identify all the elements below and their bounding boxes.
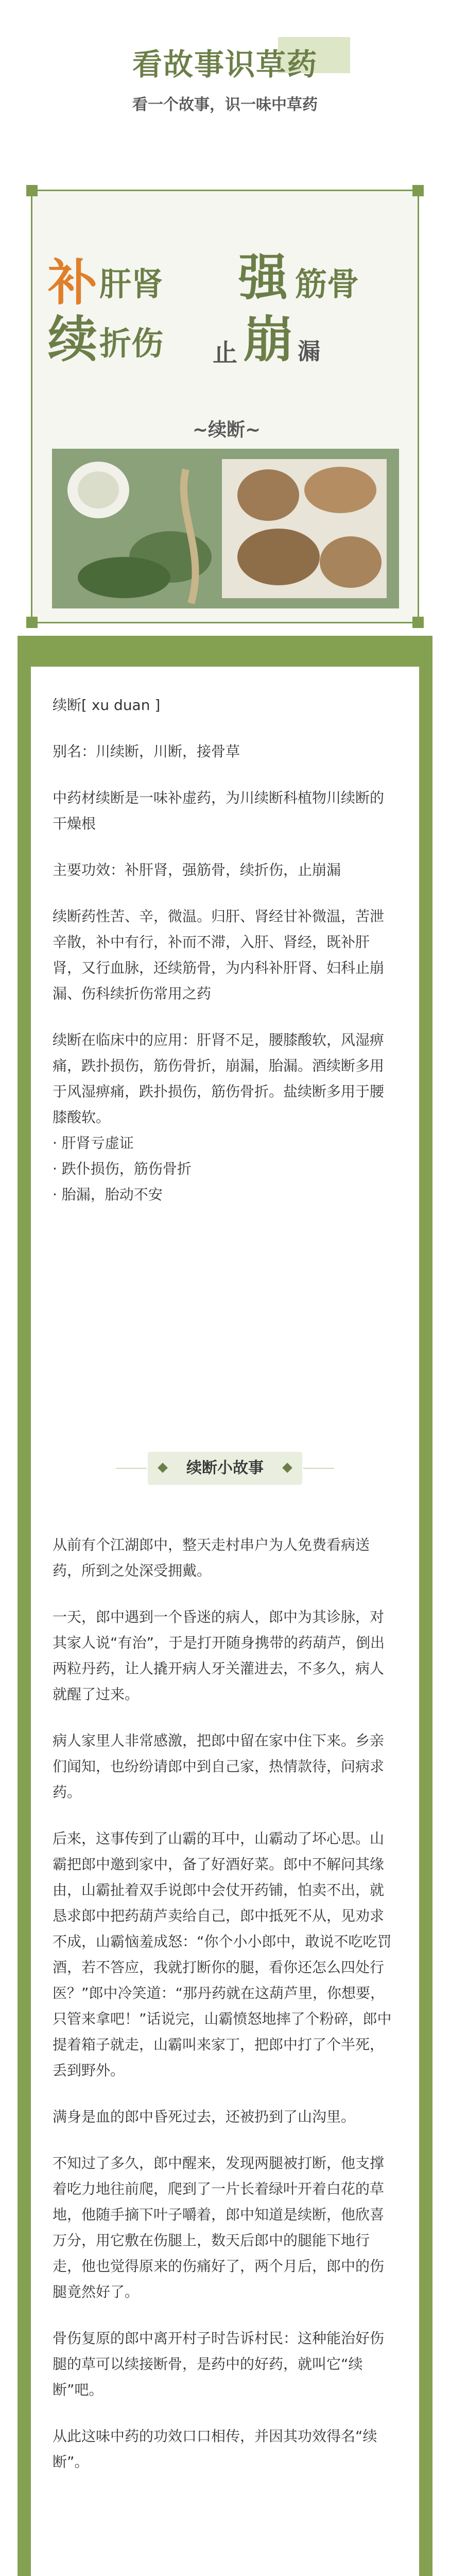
frame-corner [412, 617, 424, 628]
headline-char: 肝肾 [99, 265, 164, 303]
herb-label: ~续断~ [192, 419, 261, 440]
clinical-paragraph: 续断在临床中的应用：肝肾不足，腰膝酸软，风湿痹痛，跌扑损伤，筋伤骨折，崩漏，胎漏。酒续断多用于风湿痹痛，跌扑损伤，筋伤骨折。盐续断多用于腰膝酸软。 [53, 1031, 385, 1126]
page-title-text: 看故事识草药 [132, 47, 318, 82]
intro-section [53, 692, 397, 1208]
page-title [0, 40, 450, 83]
hero-frame [31, 190, 419, 623]
herb-photo-illustration [52, 449, 399, 608]
headline-char: 崩 [244, 311, 293, 368]
story-paragraph: 从此这味中药的功效口口相传，并因其功效得名“续断”。 [53, 2428, 377, 2470]
property-paragraph: 续断药性苦、辛，微温。归肝、肾经甘补微温，苦泄辛散，补中有行，补而不滞，入肝、肾经，既补肝肾，又行血脉，还续筋骨，为内科补肝肾、妇科止崩漏、伤科续折伤常用之药 [53, 908, 385, 1002]
headline-char: 强 [238, 249, 288, 307]
effect-paragraph: 主要功效：补肝肾，强筋骨，续折伤，止崩漏 [53, 861, 341, 878]
story-section [53, 1532, 397, 2475]
content-card-inner [31, 667, 419, 2576]
frame-corner [412, 185, 424, 196]
headline-char: 续 [48, 311, 97, 368]
divider [116, 1468, 147, 1469]
story-paragraph: 骨伤复原的郎中离开村子时告诉村民：这种能治好伤腿的草可以续接断骨，是药中的好药，就叫它“续断”吧。 [53, 2330, 385, 2398]
story-section-tag [116, 1450, 334, 1487]
divider [303, 1468, 334, 1469]
indication-item: · 跌仆损伤，筋伤骨折 [53, 1160, 192, 1177]
alias-line: 别名：川续断，川断，接骨草 [53, 743, 240, 760]
indication-item: · 肝肾亏虚证 [53, 1134, 134, 1151]
story-paragraph: 从前有个江湖郎中，整天走村串户为人免费看病送药，所到之处深受拥戴。 [53, 1536, 370, 1579]
definition-paragraph: 中药材续断是一味补虚药，为川续断科植物川续断的干燥根 [53, 789, 385, 832]
story-tag-label: 续断小故事 [148, 1452, 302, 1485]
headline-char: 漏 [298, 338, 320, 365]
story-paragraph: 病人家里人非常感激，把郎中留在家中住下来。乡亲们闻知，也纷纷请郎中到自己家，热情款待，问病求药。 [53, 1732, 385, 1801]
frame-corner [26, 617, 38, 628]
headline-char: 筋骨 [295, 265, 359, 303]
indication-item: · 胎漏，胎动不安 [53, 1186, 163, 1203]
story-paragraph: 后来，这事传到了山霸的耳中，山霸动了坏心思。山霸把郎中邀到家中，备了好酒好菜。郎中不解问其缘由，山霸扯着双手说郎中会仗开药铺，怕卖不出，就恳求郎中把药葫芦卖给自己，郎中抵死不从，见劝求不成，山霸恼羞成怒：“你个小小郎中，敢说不吃吃罚酒，若不答应，我就打断你的腿，看你还怎么四处行医？”郎中冷笑道：“那丹药就在这葫芦里，你想要，只管来拿吧！”话说完，山霸愤怒地摔了个粉碎，郎中提着箱子就走，山霸叫来家丁，把郎中打了个半死，丢到野外。 [53, 1830, 392, 2079]
headline-char: 止 [213, 338, 238, 367]
story-paragraph: 一天，郎中遇到一个昏迷的病人，郎中为其诊脉，对其家人说“有治”，于是打开随身携带的药葫芦，倒出两粒丹药，让人撬开病人牙关灌进去，不多久，病人就醒了过来。 [53, 1608, 385, 1703]
frame-corner [26, 185, 38, 196]
story-paragraph: 不知过了多久，郎中醒来，发现两腿被打断，他支撑着吃力地往前爬，爬到了一片长着绿叶开着白花的草地，他随手摘下叶子嚼着，郎中知道是续断，他欣喜万分，用它敷在伤腿上，数天后郎中的腿能下地行走，他也觉得原来的伤痛好了，两个月后，郎中的伤腿竟然好了。 [53, 2155, 385, 2300]
content-card [18, 636, 432, 2576]
page-subtitle: 看一个故事，识一味中草药 [132, 96, 318, 114]
story-paragraph: 满身是血的郎中昏死过去，还被扔到了山沟里。 [53, 2108, 356, 2125]
herb-photo [52, 449, 399, 608]
hero-headline [32, 249, 421, 440]
headline-char: 补 [48, 254, 97, 312]
herb-name-line: 续断[ xu duan ] [53, 697, 161, 714]
headline-char: 折伤 [99, 325, 164, 362]
